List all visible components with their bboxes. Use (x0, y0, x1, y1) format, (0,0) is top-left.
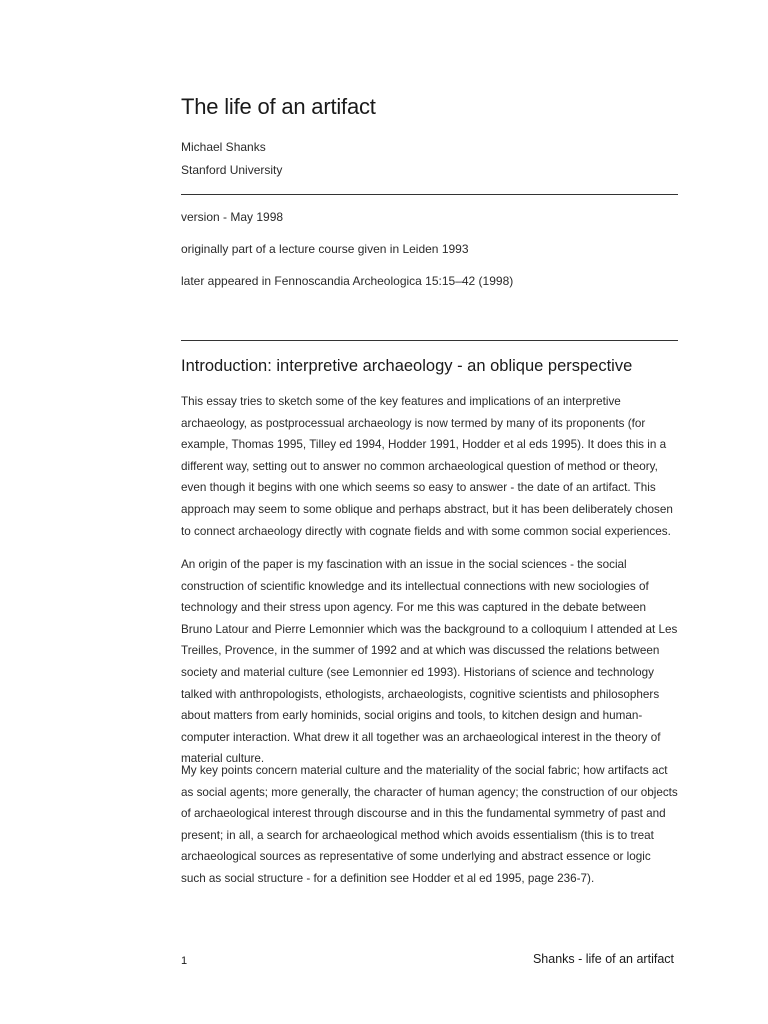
publication-note: later appeared in Fennoscandia Archeologica 15:15–42 (1998) (181, 274, 514, 288)
origin-note: originally part of a lecture course given in Leiden 1993 (181, 242, 469, 256)
author-name: Michael Shanks (181, 140, 266, 154)
version-note: version - May 1998 (181, 210, 284, 224)
author-affiliation: Stanford University (181, 163, 283, 177)
running-footer: Shanks - life of an artifact (532, 952, 674, 966)
section-divider (181, 340, 678, 341)
page-number: 1 (181, 955, 188, 967)
body-paragraph: My key points concern material culture and the materiality of the social fabric; how artifacts act as social agents; more generally, the character of human agency; the construction of our objects of archaeological interest through discourse and in this the fundamental symmetry of past and present; in all, a search for archaeological method which avoids essentialism (this is to treat archaeological sources as representative of some underlying and abstract essence or logic such as social structure - for a definition see Hodder et al ed 1995, page 236-7). (181, 764, 678, 885)
document-page (181, 0, 678, 1024)
section-heading: Introduction: interpretive archaeology - an oblique perspective (181, 357, 633, 375)
body-paragraph: An origin of the paper is my fascination with an issue in the social sciences - the social construction of scientific knowledge and its intellectual connections with new sociologies of technology and their stress upon agency. For me this was captured in the debate between Bruno Latour and Pierre Lemonnier which was the background to a colloquium I attended at Les Treilles, Provence, in the summer of 1992 and at which was discussed the relations between society and material culture (see Lemonnier ed 1993). Historians of science and technology talked with anthropologists, ethologists, archaeologists, cognitive scientists and philosophers about matters from early hominids, social origins and tools, to kitchen design and human-computer interaction. What drew it all together was an archaeological interest in the theory of material culture. (181, 558, 678, 766)
header-divider (181, 194, 678, 195)
document-title: The life of an artifact (181, 94, 376, 119)
body-paragraph: This essay tries to sketch some of the key features and implications of an interpretive archaeology, as postprocessual archaeology is now termed by many of its proponents (for example, Thomas 1995, Tilley ed 1994, Hodder 1991, Hodder et al eds 1995). It does this in a different way, setting out to answer no common archaeological question of method or theory, even though it begins with one which seems so easy to answer - the date of an artifact. This approach may seem to some oblique and perhaps abstract, but it has been deliberately chosen to connect archaeology directly with cognate fields and with some common social experiences. (181, 395, 673, 538)
